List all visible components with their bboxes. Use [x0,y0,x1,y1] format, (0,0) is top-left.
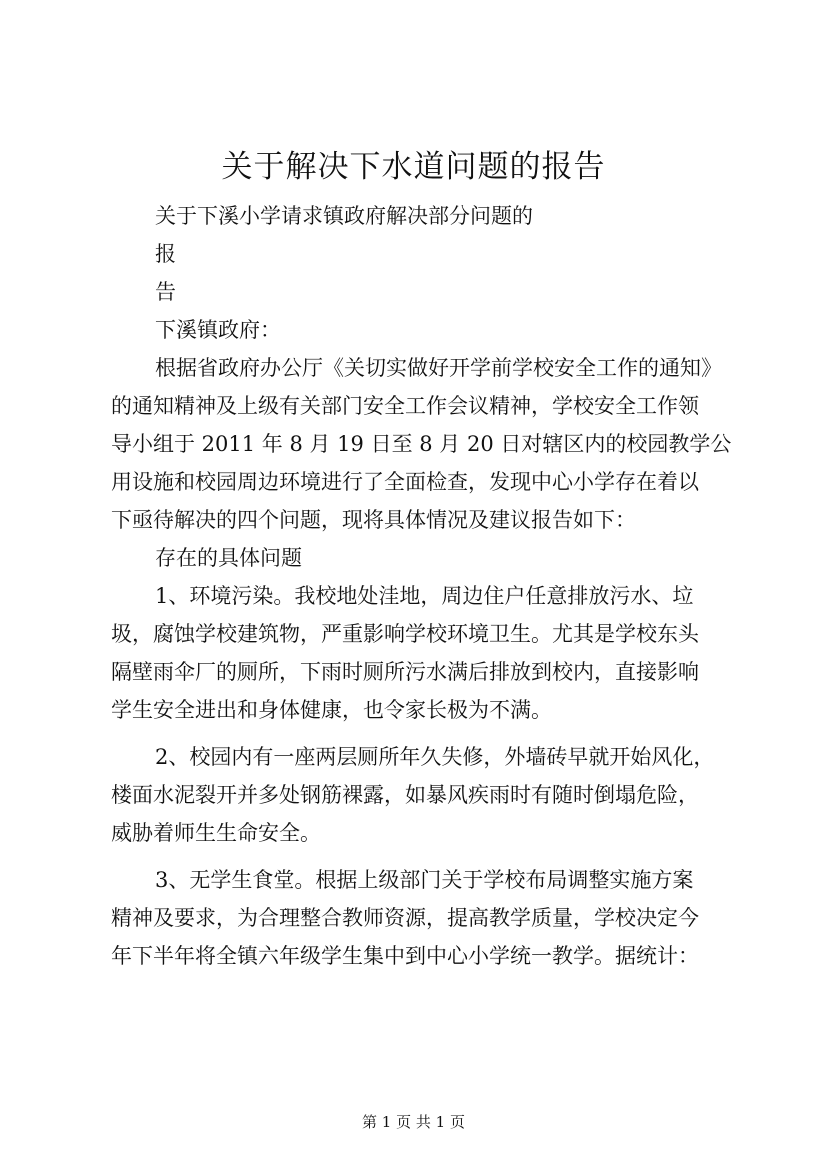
paragraph-gap [111,729,741,738]
item2-line: 威胁着师生生命安全。 [111,821,321,845]
section-heading: 存在的具体问题 [155,546,302,570]
item1-line: 1、环境污染。我校地处洼地，周边住户任意排放污水、垃 [155,584,694,608]
page-footer: 第 1 页 共 1 页 [362,1113,465,1131]
item1-line: 圾，腐蚀学校建筑物，严重影响学校环境卫生。尤其是学校东头 [111,622,699,646]
addressee: 下溪镇政府： [155,318,281,342]
item3-line: 精神及要求，为合理整合教师资源，提高教学质量，学校决定今 [111,906,699,930]
subtitle-line: 关于下溪小学请求镇政府解决部分问题的 [155,204,533,228]
item3-line: 3、无学生食堂。根据上级部门关于学校布局调整实施方案 [155,868,694,892]
document-body [111,197,741,975]
intro-line: 根据省政府办公厅《关切实做好开学前学校安全工作的通知》 [155,356,722,380]
subtitle-line: 告 [155,280,176,304]
document-title: 关于解决下水道问题的报告 [221,149,606,185]
item1-line: 学生安全进出和身体健康，也令家长极为不满。 [111,698,552,722]
intro-line: 用设施和校园周边环境进行了全面检查，发现中心小学存在着以 [111,470,699,494]
item2-line: 2、校园内有一座两层厕所年久失修，外墙砖早就开始风化， [155,745,715,769]
item3-line: 年下半年将全镇六年级学生集中到中心小学统一教学。据统计： [111,944,699,968]
intro-line: 的通知精神及上级有关部门安全工作会议精神，学校安全工作领 [111,394,699,418]
intro-line: 下亟待解决的四个问题，现将具体情况及建议报告如下： [111,508,636,532]
paragraph-gap [111,852,741,861]
subtitle-line: 报 [155,242,176,266]
item2-line: 楼面水泥裂开并多处钢筋裸露，如暴风疾雨时有随时倒塌危险， [111,783,699,807]
item1-line: 隔壁雨伞厂的厕所，下雨时厕所污水满后排放到校内，直接影响 [111,660,699,684]
intro-line: 导小组于 2011 年 8 月 19 日至 8 月 20 日对辖区内的校园教学公 [111,432,732,456]
